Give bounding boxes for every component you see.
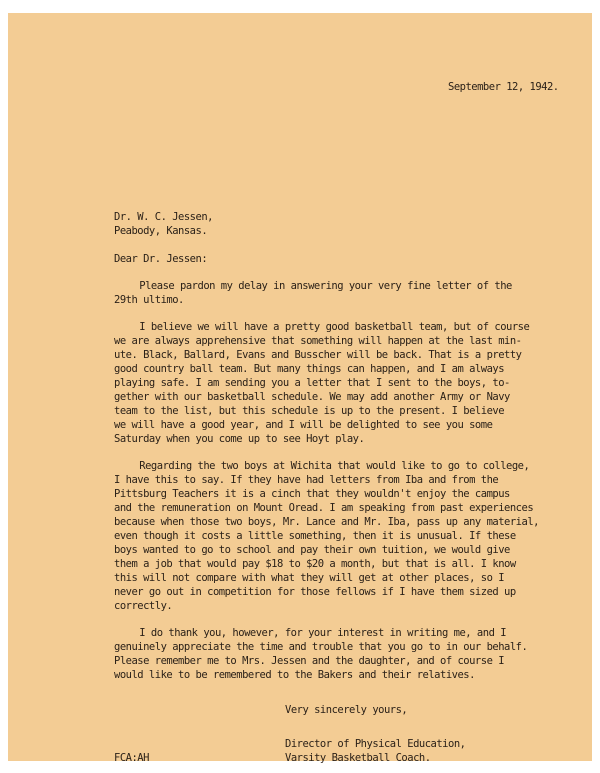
body-line: I do thank you, however, for your interest in writing me, and I [139,627,507,639]
body-line: 29th ultimo. [114,294,184,306]
body-line: Please pardon my delay in answering your very fine letter of the [139,280,512,292]
body-line: team to the list, but this schedule is up to the present. I believe [114,405,505,417]
letter-date: September 12, 1942. [448,81,559,93]
closing: Very sincerely yours, [285,704,408,716]
body-line: never go out in competition for those fellows if I have them sized up [114,586,516,598]
body-line: we will have a good year, and I will be delighted to see you some [114,419,493,431]
body-line: genuinely appreciate the time and trouble that you go to in our behalf. [114,641,528,653]
body-line: we are always apprehensive that something will happen at the last min- [114,335,522,347]
letter-page [8,13,592,764]
signature-subtitle: Varsity Basketball Coach. [285,752,431,764]
body-line: Please remember me to Mrs. Jessen and the daughter, and of course I [114,655,505,667]
body-line: Pittsburg Teachers it is a cinch that they wouldn't enjoy the campus [114,488,510,500]
body-line: boys wanted to go to school and pay their own tuition, we would give [114,544,510,556]
body-line: Regarding the two boys at Wichita that would like to go to college, [139,460,530,472]
body-line: playing safe. I am sending you a letter that I sent to the boys, to- [114,377,510,389]
body-line: I have this to say. If they have had letters from Iba and from the [114,474,499,486]
salutation: Dear Dr. Jessen: [114,253,208,265]
body-line: gether with our basketball schedule. We may add another Army or Navy [114,391,510,403]
signature-title: Director of Physical Education, [285,738,466,750]
body-line: good country ball team. But many things can happen, and I am always [114,363,505,375]
body-line: and the remuneration on Mount Oread. I am speaking from past experiences [114,502,534,514]
recipient-location: Peabody, Kansas. [114,225,208,237]
reference-initials: FCA:AH [114,752,149,764]
body-line: correctly. [114,600,173,612]
body-line: because when those two boys, Mr. Lance and Mr. Iba, pass up any material, [114,516,539,528]
body-line: Saturday when you come up to see Hoyt play. [114,433,365,445]
body-line: them a job that would pay $18 to $20 a month, but that is all. I know [114,558,516,570]
body-line: ute. Black, Ballard, Evans and Busscher will be back. That is a pretty [114,349,522,361]
body-line: would like to be remembered to the Bakers and their relatives. [114,669,475,681]
body-line: even though it costs a little something, then it is unusual. If these [114,530,516,542]
body-line: this will not compare with what they will get at other places, so I [114,572,505,584]
body-line: I believe we will have a pretty good basketball team, but of course [139,321,530,333]
recipient-name: Dr. W. C. Jessen, [114,211,213,223]
